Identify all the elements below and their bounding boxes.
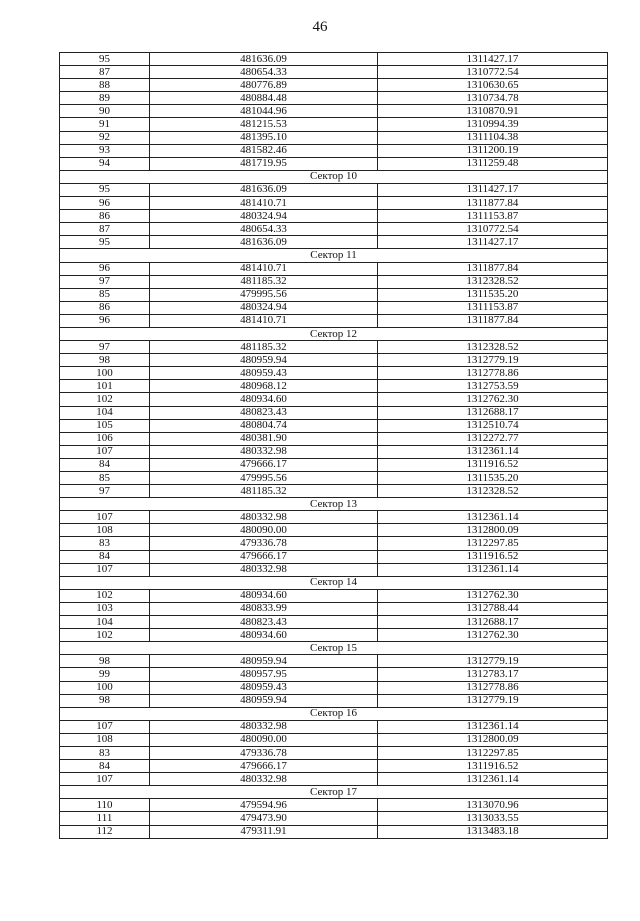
point-number-cell: 100 [60, 681, 150, 694]
x-coordinate-cell: 480959.43 [150, 681, 378, 694]
table-row [60, 616, 608, 629]
point-number-cell: 90 [60, 105, 150, 118]
y-coordinate-cell: 1312361.14 [378, 720, 608, 733]
point-number-cell: 98 [60, 354, 150, 367]
y-coordinate-cell: 1311200.19 [378, 144, 608, 157]
x-coordinate-cell: 480959.94 [150, 655, 378, 668]
table-row [60, 354, 608, 367]
table-row [60, 445, 608, 458]
table-row [60, 668, 608, 681]
x-coordinate-cell: 479995.56 [150, 472, 378, 485]
table-row [60, 262, 608, 275]
point-number-cell: 86 [60, 210, 150, 223]
y-coordinate-cell: 1310772.54 [378, 66, 608, 79]
point-number-cell: 112 [60, 825, 150, 838]
point-number-cell: 83 [60, 746, 150, 759]
x-coordinate-cell: 481636.09 [150, 236, 378, 249]
y-coordinate-cell: 1311916.52 [378, 458, 608, 471]
x-coordinate-cell: 479666.17 [150, 458, 378, 471]
point-number-cell: 102 [60, 589, 150, 602]
x-coordinate-cell: 480934.60 [150, 589, 378, 602]
y-coordinate-cell: 1311427.17 [378, 53, 608, 66]
point-number-cell: 93 [60, 144, 150, 157]
table-row [60, 367, 608, 380]
table-row [60, 458, 608, 471]
x-coordinate-cell: 480332.98 [150, 563, 378, 576]
x-coordinate-cell: 479995.56 [150, 288, 378, 301]
table-row [60, 563, 608, 576]
sector-header-row [60, 707, 608, 720]
y-coordinate-cell: 1312788.44 [378, 602, 608, 615]
table-row [60, 773, 608, 786]
point-number-cell: 108 [60, 524, 150, 537]
x-coordinate-cell: 481185.32 [150, 275, 378, 288]
table-row [60, 589, 608, 602]
table-row [60, 720, 608, 733]
y-coordinate-cell: 1311427.17 [378, 236, 608, 249]
y-coordinate-cell: 1312800.09 [378, 733, 608, 746]
point-number-cell: 107 [60, 511, 150, 524]
sector-title: Сектор 10 [60, 170, 608, 183]
table-row [60, 472, 608, 485]
table-row [60, 66, 608, 79]
y-coordinate-cell: 1313483.18 [378, 825, 608, 838]
y-coordinate-cell: 1312272.77 [378, 432, 608, 445]
y-coordinate-cell: 1312762.30 [378, 393, 608, 406]
sector-header-row [60, 170, 608, 183]
table-row [60, 432, 608, 445]
table-row [60, 314, 608, 327]
y-coordinate-cell: 1311535.20 [378, 288, 608, 301]
sector-header-row [60, 498, 608, 511]
x-coordinate-cell: 480934.60 [150, 629, 378, 642]
point-number-cell: 97 [60, 341, 150, 354]
x-coordinate-cell: 480332.98 [150, 445, 378, 458]
x-coordinate-cell: 480324.94 [150, 210, 378, 223]
table-row [60, 681, 608, 694]
table-row [60, 210, 608, 223]
x-coordinate-cell: 480776.89 [150, 79, 378, 92]
point-number-cell: 96 [60, 314, 150, 327]
point-number-cell: 91 [60, 118, 150, 131]
y-coordinate-cell: 1312361.14 [378, 563, 608, 576]
table-row [60, 105, 608, 118]
y-coordinate-cell: 1313033.55 [378, 812, 608, 825]
x-coordinate-cell: 480833.99 [150, 602, 378, 615]
x-coordinate-cell: 480968.12 [150, 380, 378, 393]
x-coordinate-cell: 480884.48 [150, 92, 378, 105]
y-coordinate-cell: 1310870.91 [378, 105, 608, 118]
y-coordinate-cell: 1310630.65 [378, 79, 608, 92]
x-coordinate-cell: 480959.43 [150, 367, 378, 380]
point-number-cell: 85 [60, 288, 150, 301]
point-number-cell: 107 [60, 720, 150, 733]
point-number-cell: 88 [60, 79, 150, 92]
table-row [60, 393, 608, 406]
point-number-cell: 110 [60, 799, 150, 812]
table-row [60, 92, 608, 105]
table-row [60, 223, 608, 236]
x-coordinate-cell: 479594.96 [150, 799, 378, 812]
point-number-cell: 84 [60, 550, 150, 563]
sector-title: Сектор 16 [60, 707, 608, 720]
y-coordinate-cell: 1312778.86 [378, 367, 608, 380]
point-number-cell: 106 [60, 432, 150, 445]
x-coordinate-cell: 480959.94 [150, 354, 378, 367]
y-coordinate-cell: 1312361.14 [378, 445, 608, 458]
y-coordinate-cell: 1311877.84 [378, 262, 608, 275]
y-coordinate-cell: 1312800.09 [378, 524, 608, 537]
y-coordinate-cell: 1312328.52 [378, 275, 608, 288]
y-coordinate-cell: 1312328.52 [378, 485, 608, 498]
point-number-cell: 95 [60, 53, 150, 66]
x-coordinate-cell: 480381.90 [150, 432, 378, 445]
point-number-cell: 97 [60, 485, 150, 498]
point-number-cell: 100 [60, 367, 150, 380]
point-number-cell: 97 [60, 275, 150, 288]
table-row [60, 694, 608, 707]
table-row [60, 288, 608, 301]
sector-header-row [60, 249, 608, 262]
sector-title: Сектор 13 [60, 498, 608, 511]
table-row [60, 144, 608, 157]
y-coordinate-cell: 1312361.14 [378, 511, 608, 524]
point-number-cell: 98 [60, 694, 150, 707]
table-row [60, 812, 608, 825]
table-row [60, 825, 608, 838]
sector-title: Сектор 11 [60, 249, 608, 262]
y-coordinate-cell: 1312688.17 [378, 406, 608, 419]
table-row [60, 275, 608, 288]
table-row [60, 53, 608, 66]
point-number-cell: 108 [60, 733, 150, 746]
x-coordinate-cell: 481185.32 [150, 485, 378, 498]
x-coordinate-cell: 480090.00 [150, 733, 378, 746]
point-number-cell: 105 [60, 419, 150, 432]
x-coordinate-cell: 481719.95 [150, 157, 378, 170]
x-coordinate-cell: 481215.53 [150, 118, 378, 131]
sector-header-row [60, 786, 608, 799]
point-number-cell: 86 [60, 301, 150, 314]
sector-header-row [60, 642, 608, 655]
x-coordinate-cell: 480957.95 [150, 668, 378, 681]
y-coordinate-cell: 1311153.87 [378, 301, 608, 314]
sector-header-row [60, 576, 608, 589]
point-number-cell: 92 [60, 131, 150, 144]
y-coordinate-cell: 1311259.48 [378, 157, 608, 170]
y-coordinate-cell: 1313070.96 [378, 799, 608, 812]
point-number-cell: 107 [60, 445, 150, 458]
y-coordinate-cell: 1312783.17 [378, 668, 608, 681]
sector-title: Сектор 17 [60, 786, 608, 799]
x-coordinate-cell: 481636.09 [150, 183, 378, 196]
point-number-cell: 85 [60, 472, 150, 485]
point-number-cell: 102 [60, 629, 150, 642]
point-number-cell: 107 [60, 563, 150, 576]
x-coordinate-cell: 480332.98 [150, 720, 378, 733]
table-row [60, 733, 608, 746]
table-row [60, 524, 608, 537]
y-coordinate-cell: 1312753.59 [378, 380, 608, 393]
x-coordinate-cell: 479666.17 [150, 550, 378, 563]
y-coordinate-cell: 1312778.86 [378, 681, 608, 694]
y-coordinate-cell: 1311535.20 [378, 472, 608, 485]
y-coordinate-cell: 1310734.78 [378, 92, 608, 105]
x-coordinate-cell: 480324.94 [150, 301, 378, 314]
x-coordinate-cell: 481582.46 [150, 144, 378, 157]
table-row [60, 131, 608, 144]
coordinates-table [59, 52, 608, 839]
y-coordinate-cell: 1312688.17 [378, 616, 608, 629]
y-coordinate-cell: 1311877.84 [378, 314, 608, 327]
y-coordinate-cell: 1312297.85 [378, 537, 608, 550]
y-coordinate-cell: 1311427.17 [378, 183, 608, 196]
table-row [60, 629, 608, 642]
y-coordinate-cell: 1312762.30 [378, 629, 608, 642]
x-coordinate-cell: 480934.60 [150, 393, 378, 406]
point-number-cell: 99 [60, 668, 150, 681]
x-coordinate-cell: 480804.74 [150, 419, 378, 432]
table-row [60, 746, 608, 759]
point-number-cell: 103 [60, 602, 150, 615]
y-coordinate-cell: 1311153.87 [378, 210, 608, 223]
table-row [60, 406, 608, 419]
table-row [60, 183, 608, 196]
table-row [60, 380, 608, 393]
x-coordinate-cell: 479336.78 [150, 746, 378, 759]
table-row [60, 602, 608, 615]
y-coordinate-cell: 1310772.54 [378, 223, 608, 236]
x-coordinate-cell: 480332.98 [150, 511, 378, 524]
x-coordinate-cell: 481185.32 [150, 341, 378, 354]
sector-title: Сектор 14 [60, 576, 608, 589]
y-coordinate-cell: 1312510.74 [378, 419, 608, 432]
point-number-cell: 101 [60, 380, 150, 393]
x-coordinate-cell: 481636.09 [150, 53, 378, 66]
x-coordinate-cell: 481410.71 [150, 197, 378, 210]
x-coordinate-cell: 480332.98 [150, 773, 378, 786]
table-row [60, 236, 608, 249]
point-number-cell: 111 [60, 812, 150, 825]
y-coordinate-cell: 1312779.19 [378, 354, 608, 367]
x-coordinate-cell: 480959.94 [150, 694, 378, 707]
point-number-cell: 104 [60, 616, 150, 629]
y-coordinate-cell: 1311916.52 [378, 760, 608, 773]
x-coordinate-cell: 480090.00 [150, 524, 378, 537]
table-row [60, 79, 608, 92]
sector-header-row [60, 327, 608, 340]
point-number-cell: 83 [60, 537, 150, 550]
point-number-cell: 94 [60, 157, 150, 170]
y-coordinate-cell: 1311877.84 [378, 197, 608, 210]
table-row [60, 485, 608, 498]
y-coordinate-cell: 1310994.39 [378, 118, 608, 131]
table-row [60, 419, 608, 432]
y-coordinate-cell: 1312361.14 [378, 773, 608, 786]
x-coordinate-cell: 481044.96 [150, 105, 378, 118]
point-number-cell: 87 [60, 223, 150, 236]
point-number-cell: 96 [60, 262, 150, 275]
table-row [60, 799, 608, 812]
x-coordinate-cell: 481410.71 [150, 314, 378, 327]
y-coordinate-cell: 1312328.52 [378, 341, 608, 354]
x-coordinate-cell: 480654.33 [150, 223, 378, 236]
table-row [60, 197, 608, 210]
point-number-cell: 95 [60, 236, 150, 249]
table-row [60, 341, 608, 354]
point-number-cell: 84 [60, 458, 150, 471]
x-coordinate-cell: 479473.90 [150, 812, 378, 825]
y-coordinate-cell: 1312297.85 [378, 746, 608, 759]
x-coordinate-cell: 479336.78 [150, 537, 378, 550]
point-number-cell: 104 [60, 406, 150, 419]
x-coordinate-cell: 480654.33 [150, 66, 378, 79]
sector-title: Сектор 12 [60, 327, 608, 340]
table-row [60, 537, 608, 550]
coordinates-table-body [60, 53, 608, 839]
table-row [60, 157, 608, 170]
table-row [60, 118, 608, 131]
point-number-cell: 89 [60, 92, 150, 105]
page-number: 46 [312, 19, 328, 35]
point-number-cell: 87 [60, 66, 150, 79]
x-coordinate-cell: 481395.10 [150, 131, 378, 144]
y-coordinate-cell: 1312779.19 [378, 655, 608, 668]
table-row [60, 550, 608, 563]
y-coordinate-cell: 1311916.52 [378, 550, 608, 563]
x-coordinate-cell: 480823.43 [150, 406, 378, 419]
point-number-cell: 98 [60, 655, 150, 668]
table-row [60, 760, 608, 773]
point-number-cell: 95 [60, 183, 150, 196]
point-number-cell: 84 [60, 760, 150, 773]
y-coordinate-cell: 1311104.38 [378, 131, 608, 144]
x-coordinate-cell: 479666.17 [150, 760, 378, 773]
table-row [60, 301, 608, 314]
y-coordinate-cell: 1312779.19 [378, 694, 608, 707]
x-coordinate-cell: 481410.71 [150, 262, 378, 275]
point-number-cell: 102 [60, 393, 150, 406]
x-coordinate-cell: 479311.91 [150, 825, 378, 838]
sector-title: Сектор 15 [60, 642, 608, 655]
table-row [60, 655, 608, 668]
table-row [60, 511, 608, 524]
y-coordinate-cell: 1312762.30 [378, 589, 608, 602]
x-coordinate-cell: 480823.43 [150, 616, 378, 629]
point-number-cell: 107 [60, 773, 150, 786]
point-number-cell: 96 [60, 197, 150, 210]
